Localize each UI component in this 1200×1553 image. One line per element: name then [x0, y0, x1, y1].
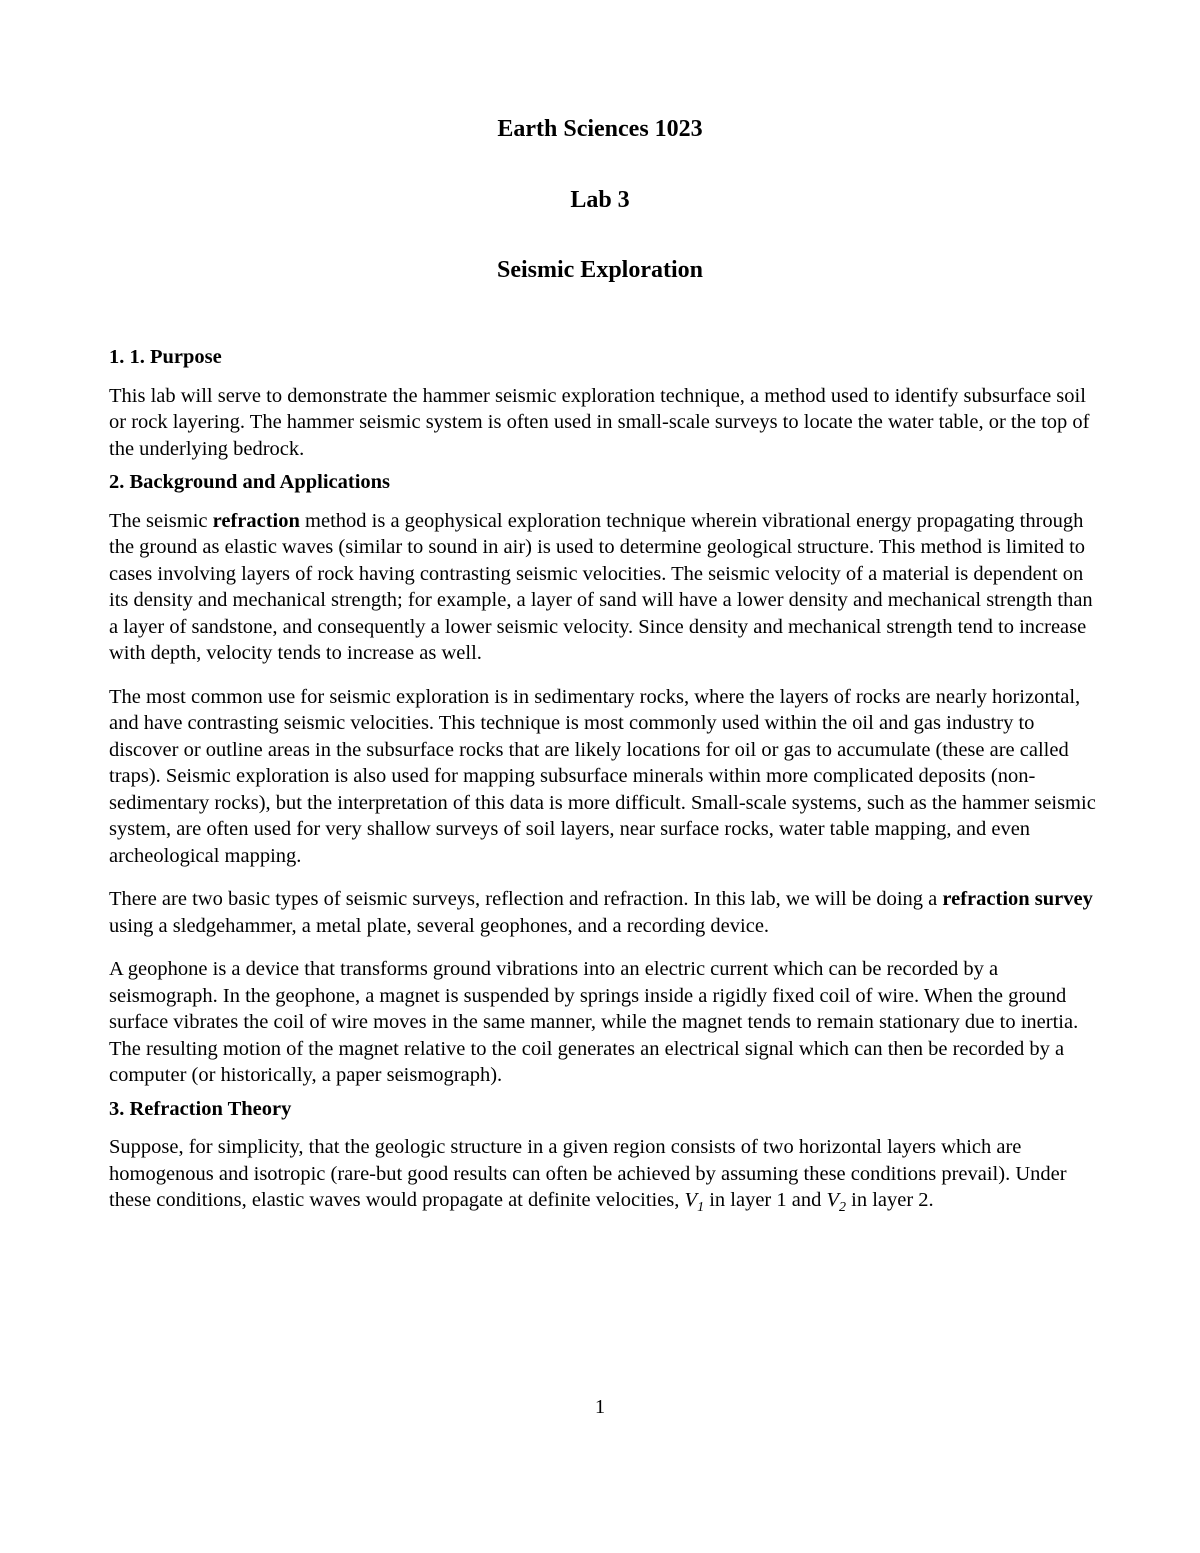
velocity-symbol-v2: [826, 1189, 846, 1216]
background-heading: 2. Background and Applications: [109, 471, 391, 493]
text-span: using a sledgehammer, a metal plate, several geophones, and a recording device.: [109, 914, 770, 937]
text-span: in layer 2.: [846, 1189, 934, 1211]
purpose-paragraph: This lab will serve to demonstrate the hammer seismic exploration technique, a method used to identify subsurface soil or rock layering. The hammer seismic system is often used in small-scale surveys to locate the water table, or the top of the underlying bedrock.: [109, 384, 1090, 460]
v2-subscript: 2: [839, 1200, 846, 1216]
course-title: Earth Sciences 1023: [497, 116, 703, 142]
v1-subscript: 1: [697, 1200, 705, 1216]
v1-letter: V: [684, 1189, 698, 1211]
background-paragraph-3: [109, 886, 1104, 939]
lab-number: Lab 3: [570, 187, 630, 213]
theory-paragraph-1: [109, 1134, 1104, 1214]
text-span: Suppose, for simplicity, that the geologic structure in a given region consists of two horizontal layers which are homogenous and isotropic (rare-but good results can often be achieved by assuming these conditions prevail). Under these conditions, elastic waves would propagate at definite velocities,: [109, 1136, 1067, 1211]
velocity-symbol-v1: [684, 1189, 705, 1216]
bold-term-refraction-survey: refraction survey: [942, 888, 1093, 910]
background-paragraph-2: The most common use for seismic exploration is in sedimentary rocks, where the layers of rocks are nearly horizontal, and have contrasting seismic velocities. This technique is most commonly used within the oil and gas industry to discover or outline areas in the subsurface rocks that are likely locations for oil or gas to accumulate (these are called traps). Seismic exploration is also used for mapping subsurface minerals within more complicated deposits (non-sedimentary rocks), but the interpretation of this data is more difficult. Small-scale systems, such as the hammer seismic system, are often used for very shallow surveys of soil layers, near surface rocks, water table mapping, and even archeological mapping.: [109, 685, 1096, 867]
background-paragraph-1: [109, 508, 1104, 667]
purpose-heading: 1. 1. Purpose: [109, 346, 222, 368]
document-body: [109, 344, 1104, 1214]
text-span: method is a geophysical exploration technique wherein vibrational energy propagating through the ground as elastic waves (similar to sound in air) is used to determine geological structure. This method is limited to cases involving layers of rock having contrasting seismic velocities. The seismic velocity of a material is dependent on its density and mechanical strength; for example, a layer of sand will have a lower density and mechanical strength than a layer of sandstone, and consequently a lower seismic velocity. Since density and mechanical strength tend to increase with depth, velocity tends to increase as well.: [109, 509, 1093, 664]
text-span: There are two basic types of seismic surveys, reflection and refraction. In this lab, we will be doing a: [109, 888, 943, 910]
bold-term-refraction: refraction: [212, 509, 300, 532]
text-span: in layer 1 and: [704, 1189, 827, 1211]
text-span: The seismic: [109, 509, 213, 532]
background-paragraph-4: A geophone is a device that transforms ground vibrations into an electric current which can be recorded by a seismograph. In the geophone, a magnet is suspended by springs inside a rigidly fixed coil of wire. When the ground surface vibrates the coil of wire moves in the same manner, while the magnet tends to remain stationary due to inertia. The resulting motion of the magnet relative to the coil generates an electrical signal which can then be recorded by a computer (or historically, a paper seismograph).: [109, 958, 1079, 1086]
lab-subject-title: Seismic Exploration: [496, 257, 703, 283]
page-number: 1: [594, 1396, 606, 1418]
v2-letter: V: [826, 1189, 839, 1211]
theory-heading: 3. Refraction Theory: [109, 1097, 292, 1120]
